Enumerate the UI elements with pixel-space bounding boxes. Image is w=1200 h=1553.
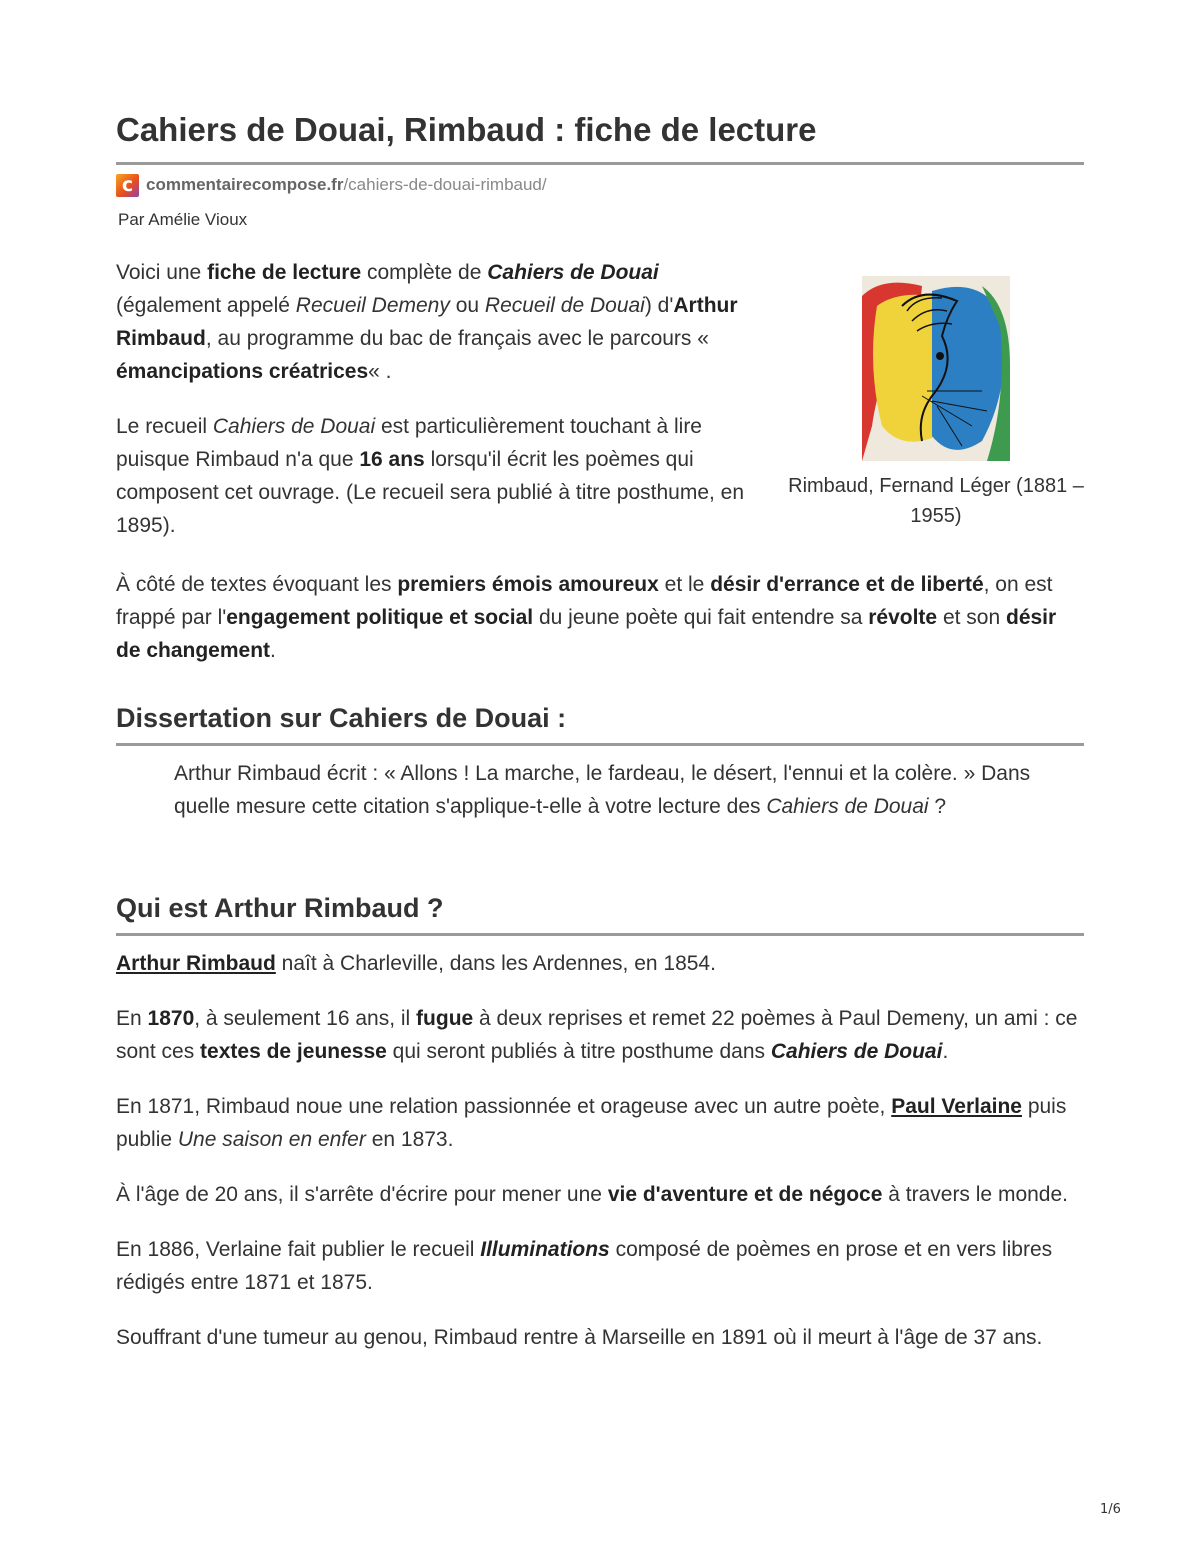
arthur-rimbaud-link[interactable]: Arthur Rimbaud [116, 952, 276, 975]
intro-paragraph-2: Le recueil Cahiers de Douai est particulièrement touchant à lire puisque Rimbaud n'a que 16 ans lorsqu'il écrit les poèmes qui composent cet ouvrage. (Le recueil sera publié à titre posthume, en 1895). [116, 415, 745, 537]
biography-divider [116, 933, 1084, 936]
themes-paragraph: À côté de textes évoquant les premiers émois amoureux et le désir d'errance et de liberté, on est frappé par l'engagement politique et social du jeune poète qui fait entendre sa révolte et son désir de changement. [116, 573, 1057, 662]
bio-paragraph-3: En 1871, Rimbaud noue une relation passionnée et orageuse avec un autre poète, Paul Verlaine puis publie Une saison en enfer en 1873. [116, 1095, 1067, 1151]
source-domain[interactable]: commentairecompose.fr [146, 175, 344, 194]
dissertation-quote: Arthur Rimbaud écrit : « Allons ! La marche, le fardeau, le désert, l'ennui et la colère. » Dans quelle mesure cette citation s'applique-t-elle à votre lecture des Cahiers de Douai ? [174, 762, 1031, 818]
source-line [116, 172, 547, 198]
rimbaud-portrait-image [862, 276, 1010, 461]
title-divider [116, 162, 1084, 165]
source-path[interactable]: /cahiers-de-douai-rimbaud/ [343, 175, 547, 194]
intro-paragraph-1: Voici une fiche de lecture complète de Cahiers de Douai (également appelé Recueil Demeny ou Recueil de Douai) d'Arthur Rimbaud, au programme du bac de français avec le parcours « émancipations créatrices« . [116, 261, 738, 383]
bio-paragraph-2: En 1870, à seulement 16 ans, il fugue à deux reprises et remet 22 poèmes à Paul Demeny, un ami : ce sont ces textes de jeunesse qui seront publiés à titre posthume dans Cahiers de Douai. [116, 1007, 1078, 1063]
themes-section [116, 568, 1084, 667]
bio-paragraph-1: Arthur Rimbaud naît à Charleville, dans les Ardennes, en 1854. [116, 952, 716, 975]
bio-paragraph-4: À l'âge de 20 ans, il s'arrête d'écrire pour mener une vie d'aventure et de négoce à travers le monde. [116, 1183, 1068, 1206]
site-logo-icon: c [116, 174, 139, 197]
biography-heading: Qui est Arthur Rimbaud ? [116, 893, 444, 923]
intro-section [116, 256, 766, 564]
biography-section [116, 947, 1084, 1354]
bio-paragraph-5: En 1886, Verlaine fait publier le recueil Illuminations composé de poèmes en prose et en vers libres rédigés entre 1871 et 1875. [116, 1238, 1053, 1294]
dissertation-divider [116, 743, 1084, 746]
portrait-figure [780, 276, 1092, 531]
yellow-shape [873, 295, 937, 442]
page-number: 1/6 [1100, 1502, 1121, 1517]
figure-caption: Rimbaud, Fernand Léger (1881 – 1955) [788, 475, 1084, 527]
author-byline: Par Amélie Vioux [118, 210, 248, 229]
dissertation-heading: Dissertation sur Cahiers de Douai : [116, 703, 567, 733]
bio-paragraph-6: Souffrant d'une tumeur au genou, Rimbaud rentre à Marseille en 1891 où il meurt à l'âge de 37 ans. [116, 1326, 1043, 1349]
page-title: Cahiers de Douai, Rimbaud : fiche de lecture [116, 111, 817, 148]
paul-verlaine-link[interactable]: Paul Verlaine [891, 1095, 1022, 1118]
